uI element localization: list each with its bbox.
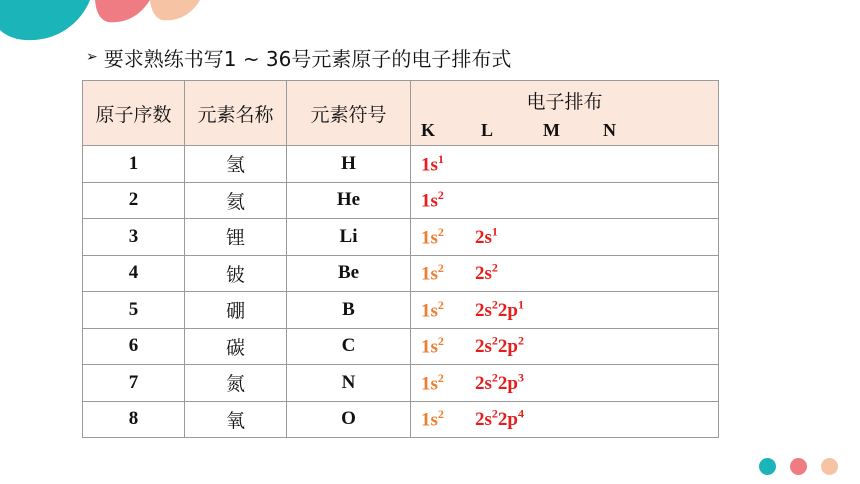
arrow-bullet-icon: ➢: [86, 49, 98, 65]
element-name-cell: 氦: [185, 182, 287, 219]
electron-config-cell: [411, 255, 719, 292]
decor-dots: [759, 458, 838, 475]
shell-label: L: [481, 120, 494, 140]
electron-count: 2: [437, 407, 444, 422]
electron-count: 3: [517, 370, 524, 385]
orbital-label: 2s: [475, 372, 492, 394]
electron-count: 2: [517, 334, 524, 349]
header-atomic-number: 原子序数: [83, 81, 185, 146]
orbital-label: 2s: [475, 226, 492, 248]
element-symbol-cell: He: [287, 182, 411, 219]
electron-count: 2: [437, 188, 444, 203]
orbital-label: 2p: [497, 409, 518, 431]
page-heading: [86, 42, 511, 72]
electron-count: 2: [491, 297, 498, 312]
element-symbol-cell: Li: [287, 219, 411, 256]
electron-count: 1: [437, 151, 444, 166]
orbital-label: 2s: [475, 299, 492, 321]
atomic-number-cell: 2: [83, 182, 185, 219]
l-shell-config: [475, 370, 524, 394]
electron-count: 2: [437, 370, 444, 385]
table-row: [83, 146, 719, 183]
atomic-number-cell: 4: [83, 255, 185, 292]
element-symbol-cell: H: [287, 146, 411, 183]
element-symbol-cell: C: [287, 328, 411, 365]
electron-count: 2: [437, 334, 444, 349]
shell-label: K: [421, 120, 436, 140]
element-symbol-cell: O: [287, 401, 411, 438]
header-element-name: 元素名称: [185, 81, 287, 146]
element-name-cell: 硼: [185, 292, 287, 329]
k-shell-config: [421, 298, 475, 322]
electron-count: 1: [517, 297, 524, 312]
shell-label: M: [543, 120, 560, 140]
electron-count: 2: [491, 334, 498, 349]
element-name-cell: 铍: [185, 255, 287, 292]
electron-count: 1: [491, 224, 498, 239]
table-row: [83, 401, 719, 438]
atomic-number-cell: 8: [83, 401, 185, 438]
header-electron-config: [411, 81, 719, 146]
header-config-title: 电子排布: [526, 91, 603, 113]
table-row: [83, 328, 719, 365]
k-shell-config: [421, 371, 475, 395]
decor-dot: [759, 458, 776, 475]
shell-label: N: [603, 120, 616, 140]
electron-count: 2: [437, 224, 444, 239]
table-row: [83, 182, 719, 219]
electron-config-cell: [411, 219, 719, 256]
decor-dot: [790, 458, 807, 475]
table-row: [83, 219, 719, 256]
orbital-label: 1s: [421, 263, 438, 285]
k-shell-config: [421, 261, 475, 285]
k-shell-config: [421, 225, 475, 249]
electron-config-cell: [411, 182, 719, 219]
k-shell-config: [421, 334, 475, 358]
orbital-label: 2s: [475, 409, 492, 431]
element-symbol-cell: N: [287, 365, 411, 402]
l-shell-config: [475, 409, 524, 430]
element-name-cell: 锂: [185, 219, 287, 256]
orbital-label: 2p: [497, 299, 518, 321]
k-shell-config: [421, 152, 475, 176]
orbital-label: 1s: [421, 336, 438, 358]
orbital-label: 1s: [421, 372, 438, 394]
electron-config-cell: [411, 365, 719, 402]
orbital-label: 2p: [497, 372, 518, 394]
electron-config-table: [82, 80, 719, 438]
orbital-label: 1s: [421, 153, 438, 175]
orbital-label: 1s: [421, 226, 438, 248]
table-header-row: [83, 81, 719, 146]
orbital-label: 2p: [497, 336, 518, 358]
orbital-label: 2s: [475, 336, 492, 358]
element-name-cell: 氮: [185, 365, 287, 402]
electron-count: 2: [491, 261, 498, 276]
atomic-number-cell: 7: [83, 365, 185, 402]
l-shell-config: [475, 297, 524, 321]
orbital-label: 2s: [475, 263, 492, 285]
l-shell-config: [475, 336, 524, 357]
electron-count: 2: [437, 261, 444, 276]
table-row: [83, 292, 719, 329]
table-row: [83, 255, 719, 292]
atomic-number-cell: 6: [83, 328, 185, 365]
element-symbol-cell: B: [287, 292, 411, 329]
element-name-cell: 碳: [185, 328, 287, 365]
table-row: [83, 365, 719, 402]
electron-count: 2: [491, 407, 498, 422]
orbital-label: 1s: [421, 409, 438, 431]
header-element-symbol: 元素符号: [287, 81, 411, 146]
electron-count: 4: [517, 407, 524, 422]
k-shell-config: [421, 188, 475, 212]
element-name-cell: 氢: [185, 146, 287, 183]
orbital-label: 1s: [421, 190, 438, 212]
electron-count: 2: [491, 370, 498, 385]
atomic-number-cell: 5: [83, 292, 185, 329]
electron-config-cell: [411, 328, 719, 365]
k-shell-config: [421, 407, 475, 431]
element-symbol-cell: Be: [287, 255, 411, 292]
electron-config-cell: [411, 146, 719, 183]
electron-config-cell: [411, 292, 719, 329]
electron-config-cell: [411, 401, 719, 438]
l-shell-config: [475, 263, 498, 284]
heading-text: 要求熟练书写1 ~ 36号元素原子的电子排布式: [103, 46, 512, 71]
element-name-cell: 氧: [185, 401, 287, 438]
shell-labels: [411, 120, 718, 141]
atomic-number-cell: 1: [83, 146, 185, 183]
orbital-label: 1s: [421, 299, 438, 321]
electron-count: 2: [437, 297, 444, 312]
decor-dot: [821, 458, 838, 475]
l-shell-config: [475, 224, 498, 248]
atomic-number-cell: 3: [83, 219, 185, 256]
